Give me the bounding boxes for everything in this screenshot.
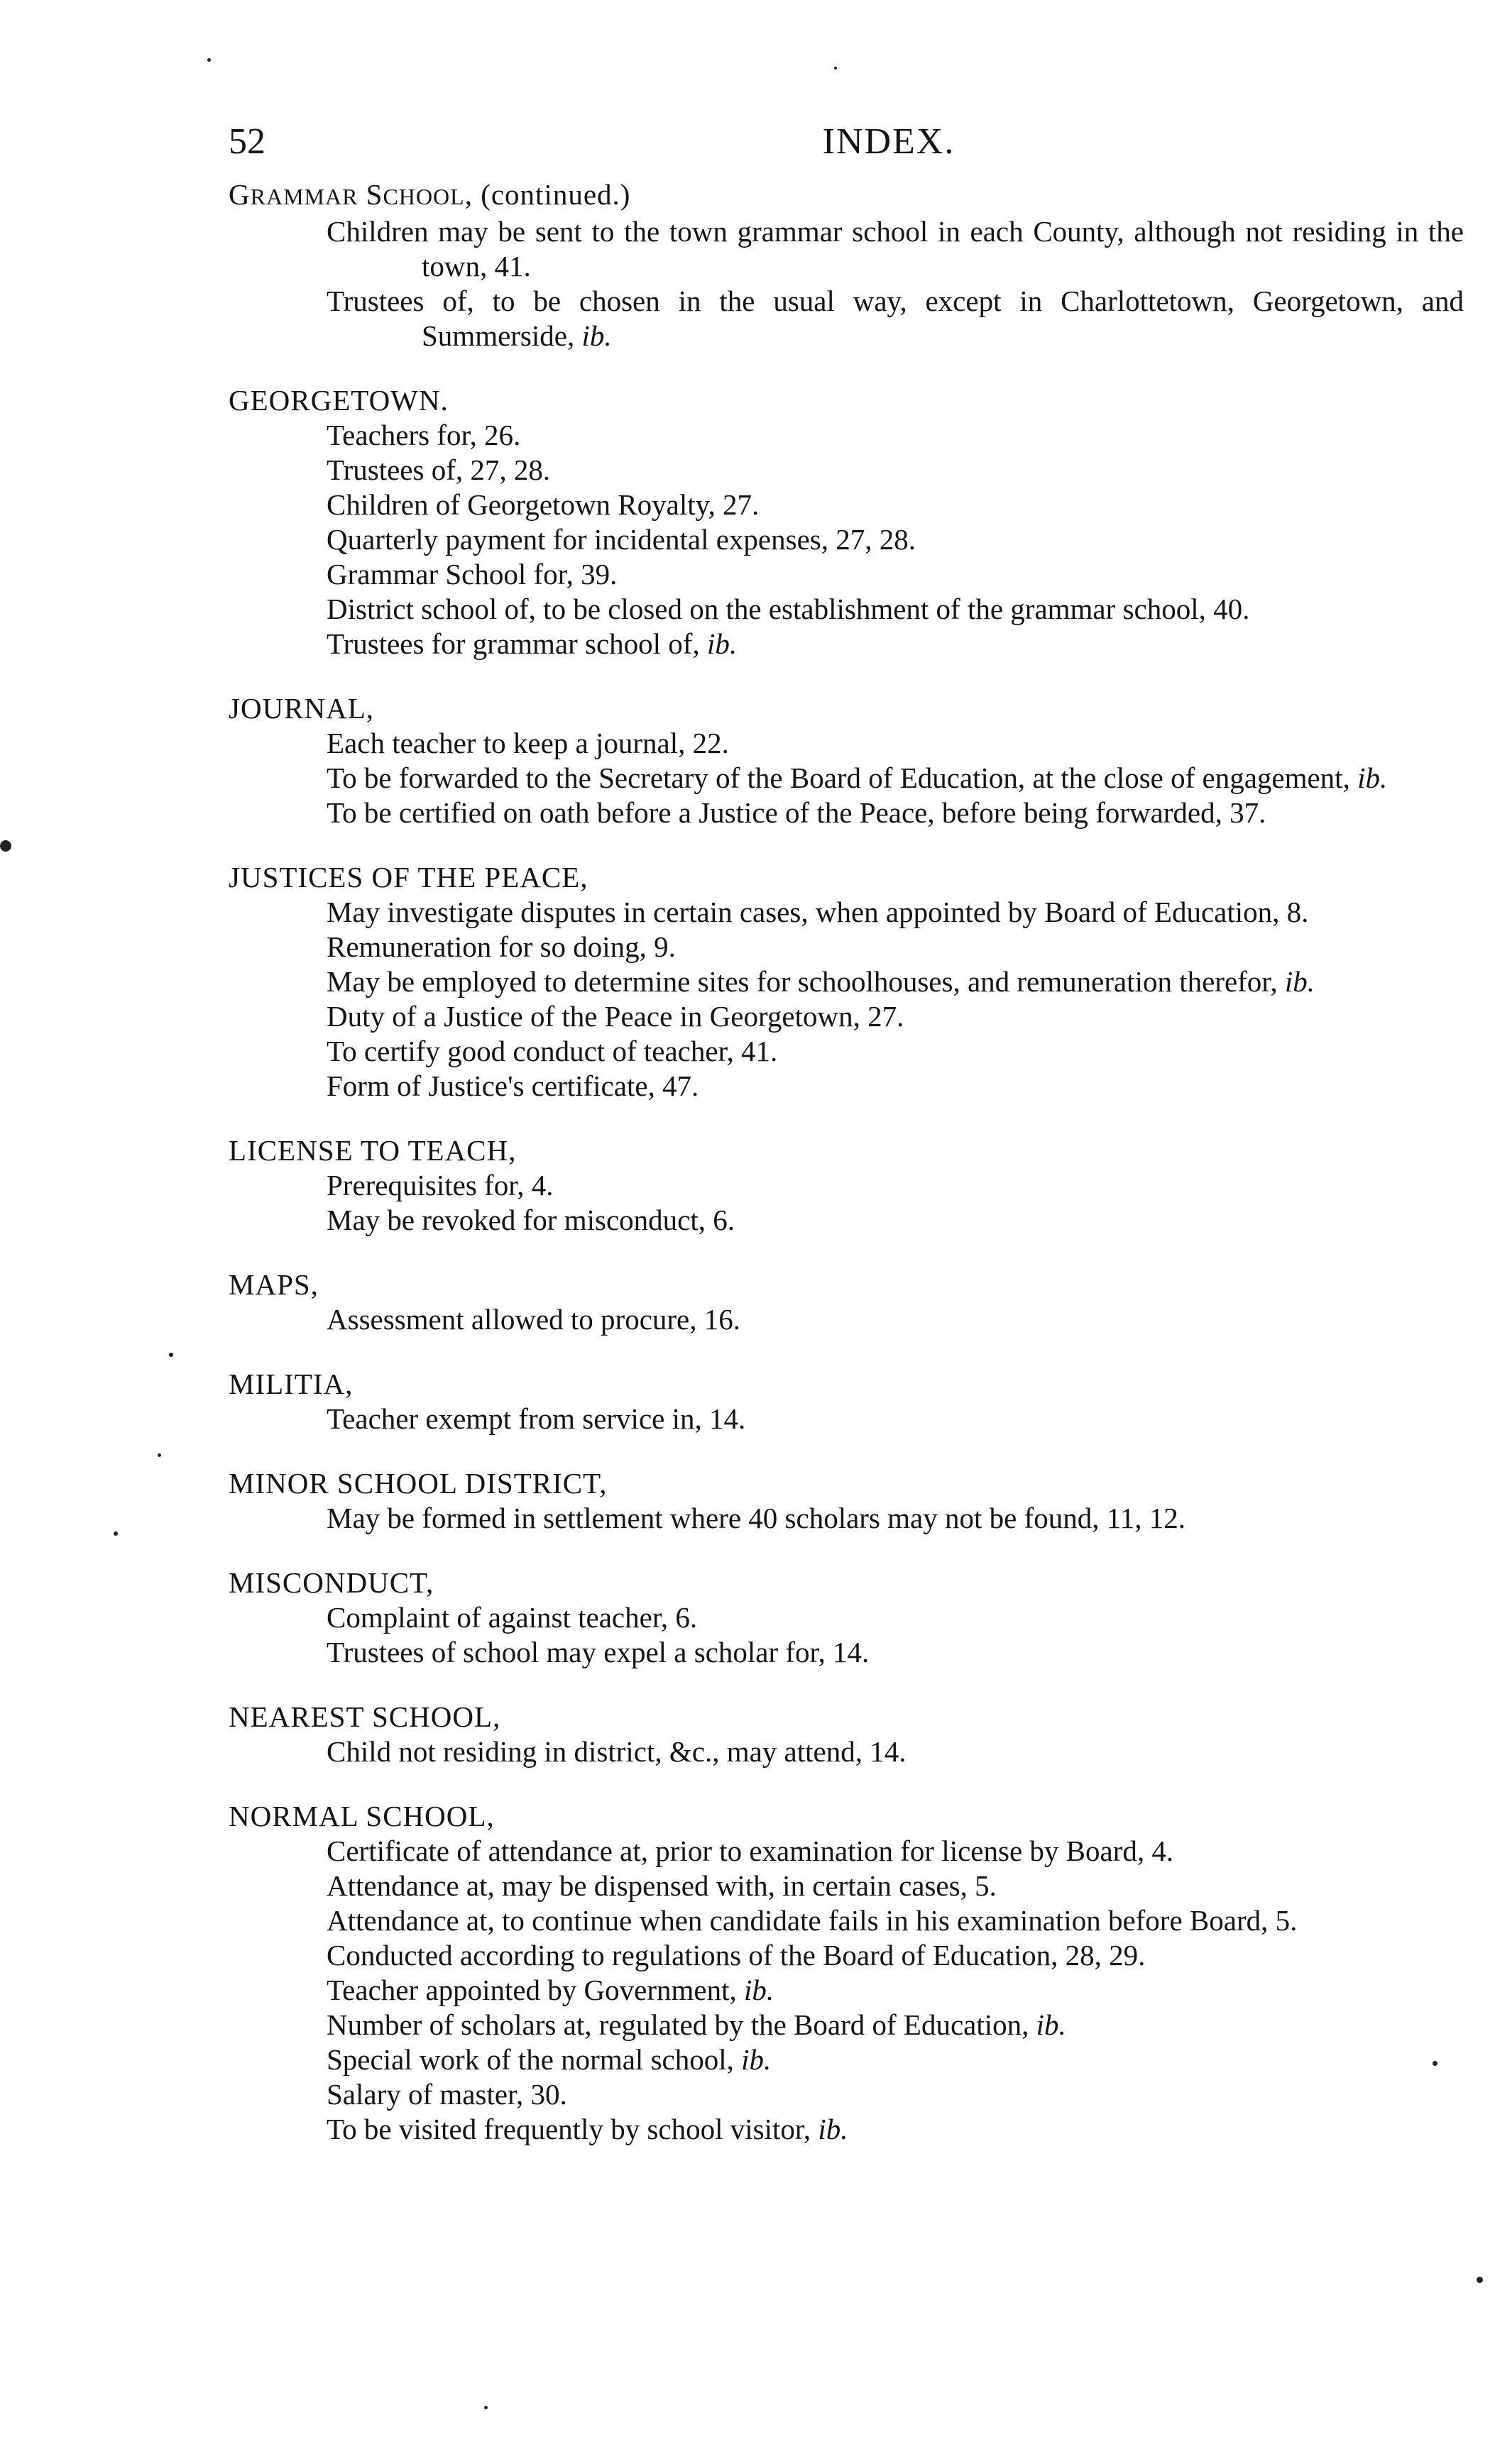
index-subentry: Salary of master, 30.	[327, 2078, 567, 2111]
index-subentry: Remuneration for so doing, 9.	[327, 930, 676, 963]
index-subentry: Teacher appointed by Government, ib.	[327, 1974, 774, 2006]
index-subentry: Each teacher to keep a journal, 22.	[327, 727, 729, 759]
heading-initial: S	[366, 178, 383, 211]
entry-heading: MAPS,	[229, 1268, 319, 1301]
index-entry	[229, 1799, 1464, 2147]
index-subentry: Child not residing in district, &c., may attend, 14.	[327, 1735, 907, 1768]
index-entries	[229, 177, 1464, 2147]
index-subentry: May be employed to determine sites for schoolhouses, and remuneration therefor, ib.	[327, 965, 1315, 998]
index-subentry: Grammar School for, 39.	[327, 558, 618, 590]
index-entry	[229, 1367, 1464, 1436]
entry-heading: JOURNAL,	[229, 692, 375, 725]
index-subentry: To be certified on oath before a Justice of the Peace, before being forwarded, 37.	[327, 796, 1266, 829]
index-entry	[229, 1566, 1464, 1670]
index-subentry: May be revoked for misconduct, 6.	[327, 1204, 735, 1236]
index-subentry: Prerequisites for, 4.	[327, 1169, 554, 1201]
index-entry	[229, 860, 1464, 1104]
index-subentry: Special work of the normal school, ib.	[327, 2043, 772, 2076]
index-entry	[229, 1700, 1464, 1769]
print-speck	[0, 840, 11, 852]
entry-heading: NEAREST SCHOOL,	[229, 1700, 501, 1733]
entry-heading	[229, 177, 1464, 214]
running-title: INDEX.	[822, 121, 955, 162]
index-subentry: May be formed in settlement where 40 scholars may not be found, 11, 12.	[327, 1502, 1185, 1534]
index-subentry: Trustees of school may expel a scholar for, 14.	[327, 1636, 870, 1668]
index-subentry: To be forwarded to the Secretary of the Board of Education, at the close of engagement, ib.	[327, 761, 1388, 794]
index-subentry: Attendance at, to continue when candidate fails in his examination before Board, 5.	[327, 1904, 1298, 1937]
page-number: 52	[229, 121, 265, 162]
index-subentry: Trustees of, 27, 28.	[327, 453, 551, 486]
print-speck	[114, 1531, 118, 1536]
index-subentry: Trustees of, to be chosen in the usual way, except in Charlottetown, Georgetown, and Summerside, ib.	[327, 285, 1464, 352]
index-subentry: Number of scholars at, regulated by the Board of Education, ib.	[327, 2008, 1066, 2041]
index-subentry: Children of Georgetown Royalty, 27.	[327, 488, 760, 521]
entry-heading: JUSTICES OF THE PEACE,	[229, 861, 588, 893]
entry-heading: MILITIA,	[229, 1368, 354, 1400]
print-speck	[1477, 2277, 1483, 2283]
entry-heading: NORMAL SCHOOL,	[229, 1800, 495, 1832]
index-entry	[229, 383, 1464, 661]
index-subentry: District school of, to be closed on the establishment of the grammar school, 40.	[327, 593, 1250, 625]
entry-heading: MINOR SCHOOL DISTRICT,	[229, 1467, 608, 1500]
index-entry	[229, 691, 1464, 830]
print-speck	[207, 58, 211, 62]
print-speck	[484, 2406, 488, 2409]
index-subentry: Children may be sent to the town grammar school in each County, although not residing in the town, 41.	[327, 215, 1464, 282]
entry-heading: GEORGETOWN.	[229, 384, 449, 417]
index-subentry: Duty of a Justice of the Peace in Georgetown, 27.	[327, 1000, 904, 1033]
index-subentry: May investigate disputes in certain cases, when appointed by Board of Education, 8.	[327, 896, 1309, 928]
index-subentry: Teachers for, 26.	[327, 419, 521, 451]
print-speck	[158, 1453, 161, 1457]
entry-heading: MISCONDUCT,	[229, 1566, 434, 1599]
index-entry	[229, 177, 1464, 353]
index-subentry: Form of Justice's certificate, 47.	[327, 1069, 699, 1102]
page-header	[229, 114, 1464, 177]
index-subentry: Trustees for grammar school of, ib.	[327, 627, 738, 660]
heading-continuation: , (continued.)	[464, 178, 631, 211]
index-subentry: Complaint of against teacher, 6.	[327, 1601, 698, 1634]
entry-heading: LICENSE TO TEACH,	[229, 1134, 517, 1167]
heading-initial: G	[229, 178, 251, 211]
index-subentry: Attendance at, may be dispensed with, in certain cases, 5.	[327, 1869, 997, 1902]
heading-smallcaps: CHOOL	[383, 184, 465, 209]
print-speck	[1433, 2061, 1438, 2066]
index-subentry: Certificate of attendance at, prior to examination for license by Board, 4.	[327, 1835, 1174, 1867]
index-entry	[229, 1466, 1464, 1536]
print-speck	[169, 1353, 173, 1357]
index-entry	[229, 1133, 1464, 1238]
index-subentry: To be visited frequently by school visitor, ib.	[327, 2113, 848, 2145]
index-subentry: To certify good conduct of teacher, 41.	[327, 1035, 778, 1067]
index-entry	[229, 1267, 1464, 1337]
heading-smallcaps: RAMMAR	[250, 184, 358, 209]
index-page	[229, 114, 1464, 2177]
index-subentry: Teacher exempt from service in, 14.	[327, 1402, 746, 1435]
index-subentry: Conducted according to regulations of the Board of Education, 28, 29.	[327, 1939, 1146, 1971]
index-subentry: Quarterly payment for incidental expenses, 27, 28.	[327, 523, 916, 556]
index-subentry: Assessment allowed to procure, 16.	[327, 1303, 740, 1336]
print-speck	[834, 67, 837, 70]
